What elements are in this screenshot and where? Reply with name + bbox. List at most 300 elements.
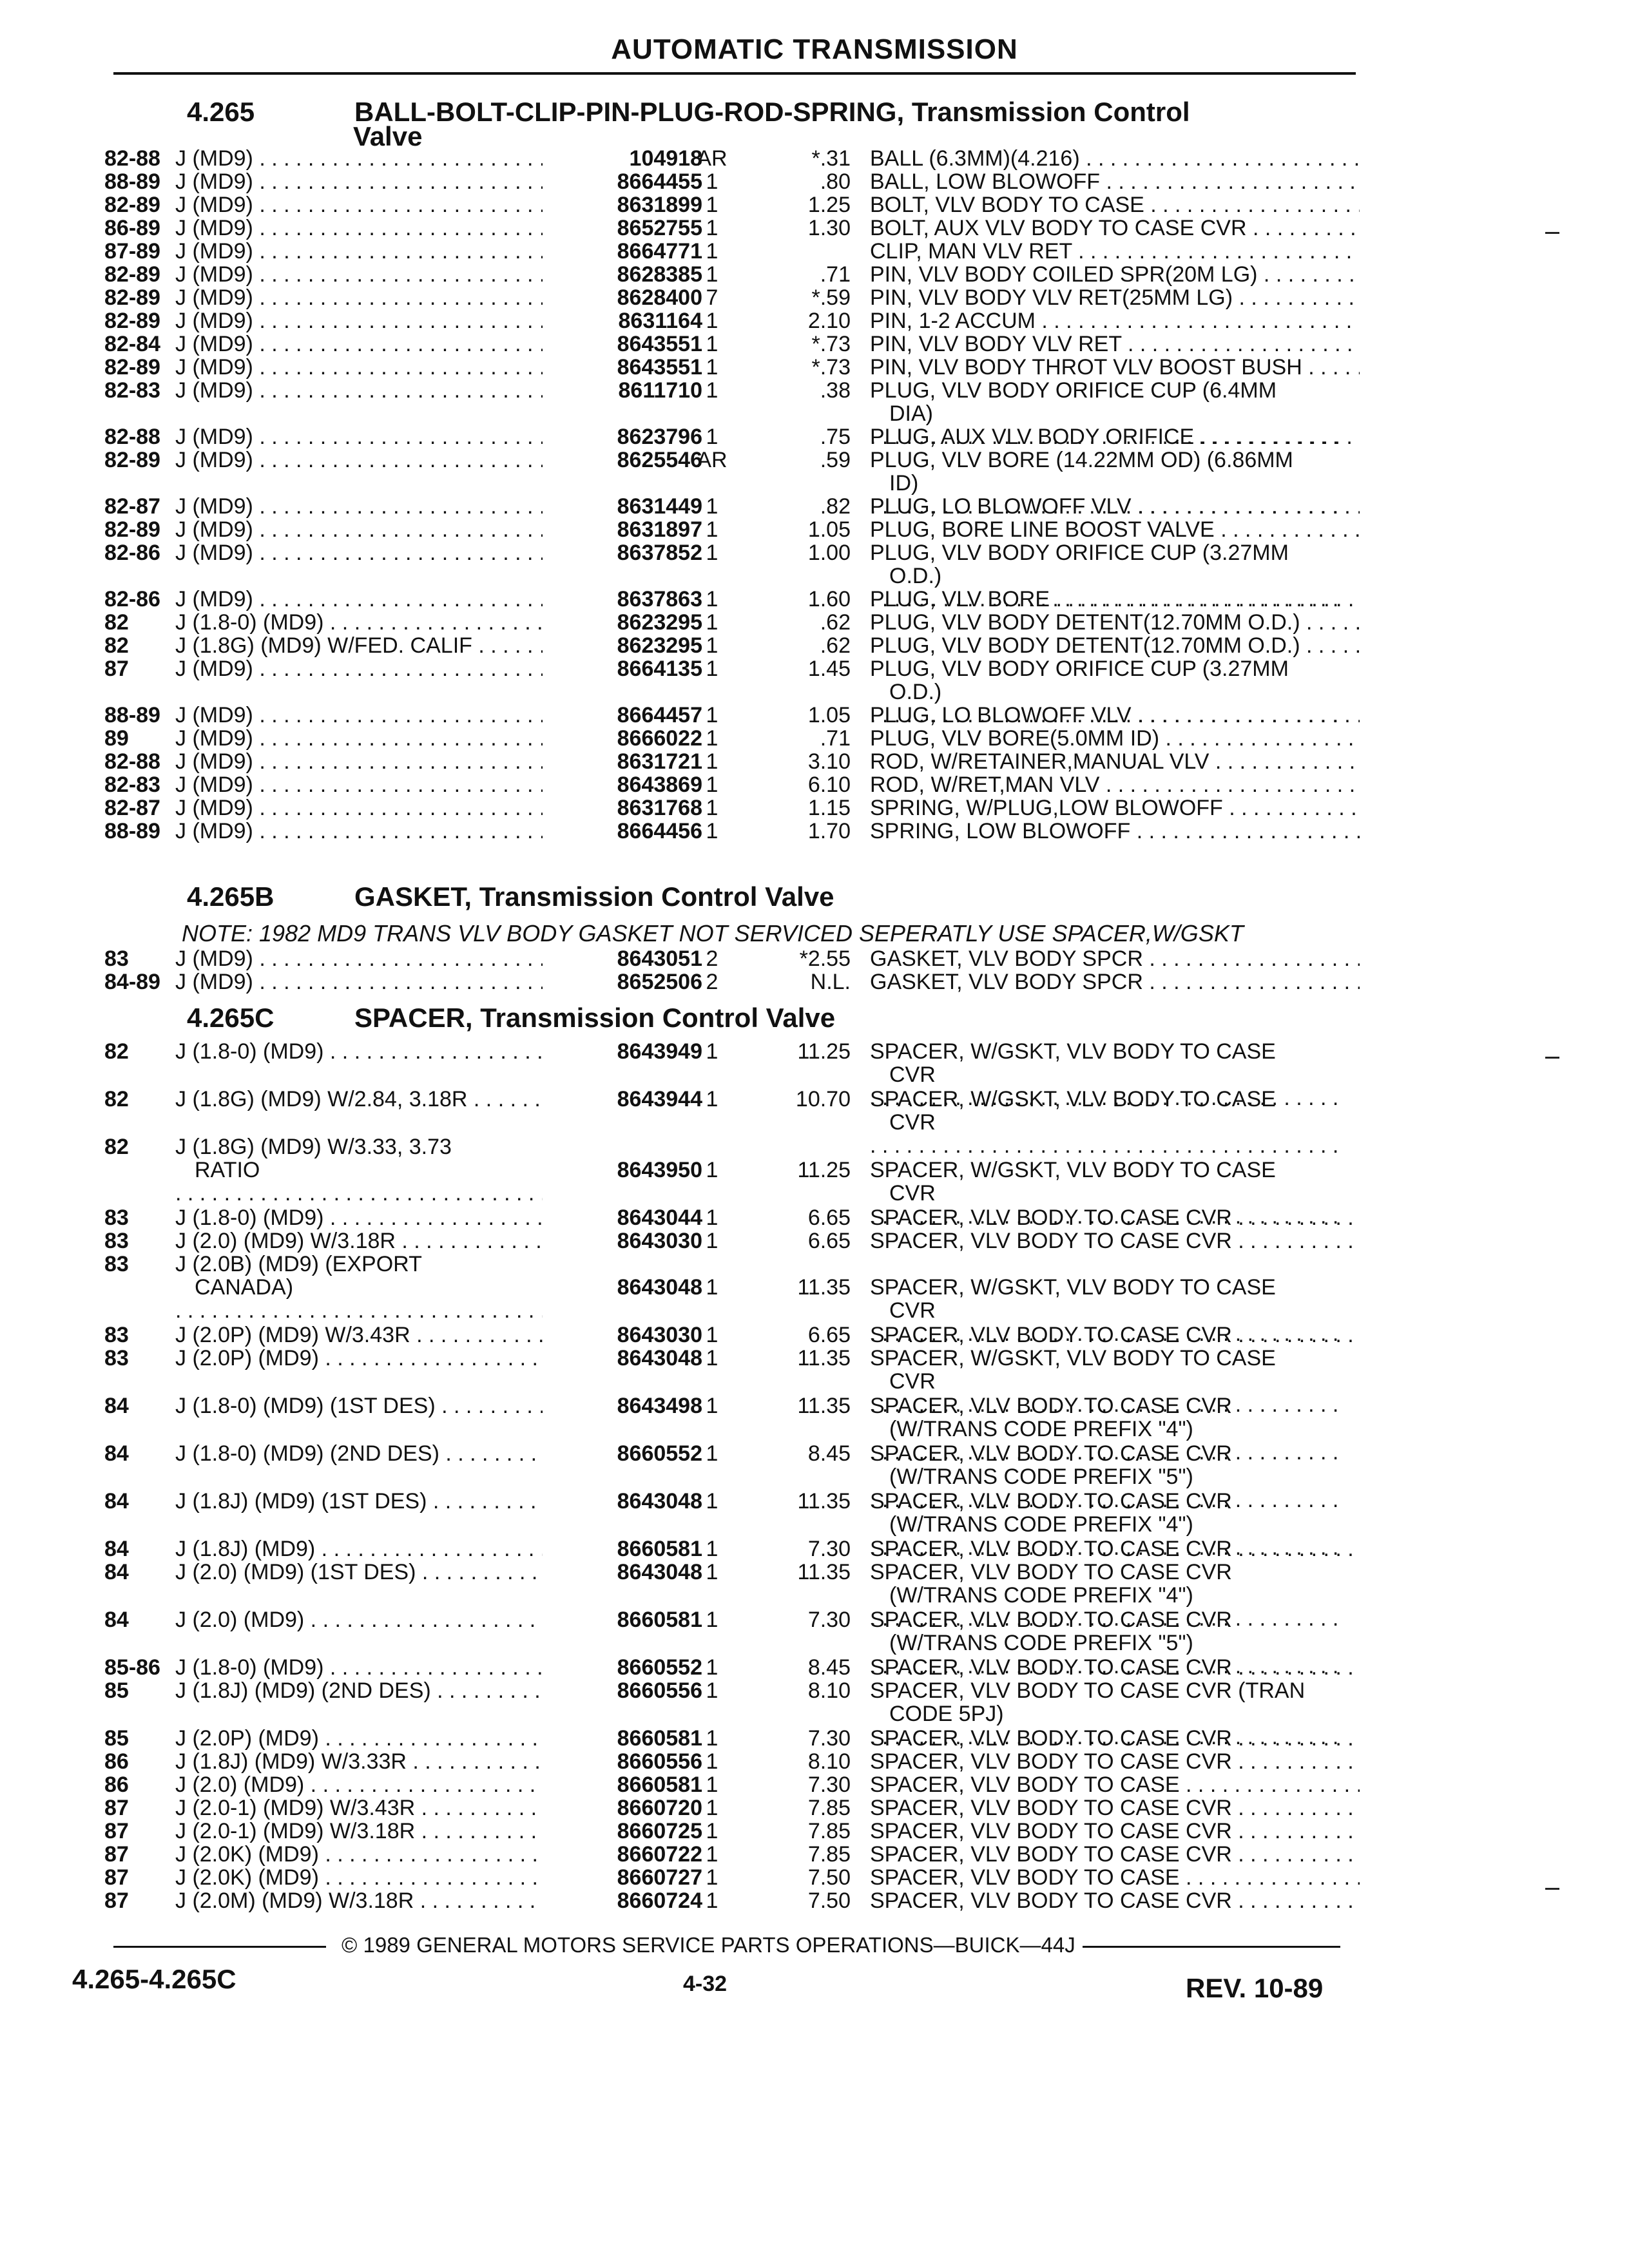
leader-dots xyxy=(1144,193,1360,216)
quantity: 1 xyxy=(706,1796,718,1820)
model-years: 82-83 xyxy=(104,773,160,797)
application xyxy=(175,1561,543,1584)
part-description xyxy=(870,518,1360,541)
application xyxy=(175,1253,543,1322)
part-number: 8631164 xyxy=(618,309,702,333)
application xyxy=(175,1088,543,1111)
model-years: 82-84 xyxy=(104,332,160,356)
quantity: 1 xyxy=(706,193,718,217)
leader-dots xyxy=(1159,727,1360,750)
price: 1.15 xyxy=(807,796,851,820)
application-text: J (MD9) xyxy=(175,425,253,448)
price: 7.30 xyxy=(807,1608,851,1632)
description-text: SPACER, VLV BODY TO CASE CVR xyxy=(870,1608,1232,1632)
footer-page-number: 4-32 xyxy=(683,1972,728,1996)
quantity: 1 xyxy=(706,1039,718,1064)
leader-dots xyxy=(253,970,543,994)
leader-dots xyxy=(1122,332,1360,356)
description-text: PLUG, BORE LINE BOOST VALVE xyxy=(870,518,1215,541)
application xyxy=(175,193,543,216)
price: 10.70 xyxy=(795,1087,851,1111)
application-text: J (MD9) xyxy=(175,947,253,970)
part-description xyxy=(870,704,1360,727)
part-number: 8652755 xyxy=(617,216,702,240)
leader-dots xyxy=(1036,309,1360,332)
model-years: 83 xyxy=(104,1346,129,1370)
description-text: SPACER, VLV BODY TO CASE CVR xyxy=(870,1394,1232,1418)
model-years: 87 xyxy=(104,1865,129,1890)
part-description xyxy=(870,1537,1360,1561)
application-text: J (MD9) xyxy=(175,518,253,541)
leader-dots xyxy=(253,286,543,309)
leader-dots xyxy=(396,1229,543,1253)
part-number: 8643030 xyxy=(617,1229,702,1253)
description-text-cont: (W/TRANS CODE PREFIX "4") xyxy=(889,1512,1193,1537)
part-description xyxy=(870,1750,1360,1773)
application-text: J (2.0P) (MD9) W/3.43R xyxy=(175,1323,410,1347)
leader-dots xyxy=(410,1323,543,1347)
part-description xyxy=(870,1088,1360,1157)
part-description xyxy=(870,1773,1360,1796)
part-number: 8660581 xyxy=(617,1726,702,1751)
part-number: 8664457 xyxy=(617,703,702,727)
price: 11.25 xyxy=(797,1039,851,1064)
part-description xyxy=(870,495,1360,518)
section-title: SPACER, Transmission Control Valve xyxy=(354,1003,836,1033)
part-number: 8611710 xyxy=(618,378,702,403)
quantity: 1 xyxy=(706,1206,718,1230)
application-text: J (2.0M) (MD9) W/3.18R xyxy=(175,1889,414,1912)
price: *.73 xyxy=(811,355,851,380)
leader-dots xyxy=(253,448,543,472)
application-text: J (2.0K) (MD9) xyxy=(175,1866,319,1889)
quantity: 1 xyxy=(706,1888,718,1913)
price: .71 xyxy=(820,262,851,287)
leader-dots xyxy=(416,1561,543,1584)
part-description xyxy=(870,750,1360,773)
leader-dots xyxy=(1300,611,1360,634)
leader-dots xyxy=(253,425,543,448)
part-description xyxy=(870,727,1360,750)
description-text: PLUG, VLV BORE(5.0MM ID) xyxy=(870,727,1160,750)
description-text-cont: O.D.) xyxy=(889,564,942,588)
model-years: 87 xyxy=(104,1796,129,1820)
leader-dots xyxy=(319,1843,543,1866)
part-number: 8660581 xyxy=(617,1537,702,1561)
leader-dots xyxy=(253,263,543,286)
section-note: NOTE: 1982 MD9 TRANS VLV BODY GASKET NOT SERVICED SEPERATLY USE SPACER,W/GSKT xyxy=(182,920,1244,947)
application xyxy=(175,1347,543,1370)
model-years: 82-89 xyxy=(104,193,160,217)
application xyxy=(175,1866,543,1889)
quantity: 1 xyxy=(706,1087,718,1111)
model-years: 82-89 xyxy=(104,355,160,380)
application-text: J (1.8-0) (MD9) (1ST DES) xyxy=(175,1394,436,1418)
description-text: SPACER, VLV BODY TO CASE CVR xyxy=(870,1229,1232,1253)
leader-dots xyxy=(1223,796,1360,820)
quantity: 1 xyxy=(706,1394,718,1418)
part-description xyxy=(870,170,1360,193)
description-text-cont: ID) xyxy=(889,471,919,495)
description-text: SPRING, LOW BLOWOFF xyxy=(870,820,1131,843)
model-years: 83 xyxy=(104,1206,129,1230)
application xyxy=(175,170,543,193)
leader-dots xyxy=(253,332,543,356)
description-text-cont: (W/TRANS CODE PREFIX "5") xyxy=(889,1465,1193,1489)
leader-dots xyxy=(253,796,543,820)
model-years: 86 xyxy=(104,1749,129,1774)
part-number: 8643869 xyxy=(617,773,702,797)
leader-dots xyxy=(1232,1656,1360,1679)
application-text: J (2.0) (MD9) W/3.18R xyxy=(175,1229,396,1253)
leader-dots xyxy=(175,1181,543,1205)
quantity: 1 xyxy=(706,1275,718,1300)
part-number: 8643498 xyxy=(617,1394,702,1418)
application-text: J (MD9) xyxy=(175,263,253,286)
model-years: 82 xyxy=(104,633,129,658)
model-years: 84 xyxy=(104,1489,129,1514)
price: 11.35 xyxy=(797,1346,851,1370)
description-text-cont: CVR xyxy=(889,1369,936,1394)
description-text: PIN, VLV BODY THROT VLV BOOST BUSH xyxy=(870,356,1302,379)
part-description xyxy=(870,240,1360,263)
application xyxy=(175,1394,543,1418)
application xyxy=(175,495,543,518)
leader-dots xyxy=(323,1206,543,1229)
price: 6.65 xyxy=(807,1206,851,1230)
footer-rule-right xyxy=(1083,1946,1340,1948)
section-code: 4.265C xyxy=(187,1003,275,1033)
application xyxy=(175,1656,543,1679)
price: 6.65 xyxy=(807,1229,851,1253)
model-years: 84 xyxy=(104,1537,129,1561)
description-text-cont: CVR xyxy=(889,1062,936,1087)
description-text: BALL (6.3MM)(4.216) xyxy=(870,147,1080,170)
quantity: AR xyxy=(697,448,728,472)
leader-dots xyxy=(253,947,543,970)
description-text: PLUG, VLV BODY ORIFICE CUP (3.27MM xyxy=(870,541,1289,565)
description-text: SPACER, VLV BODY TO CASE CVR xyxy=(870,1889,1232,1912)
part-description xyxy=(870,1820,1360,1843)
price: 8.45 xyxy=(807,1655,851,1680)
application xyxy=(175,947,543,970)
quantity: 7 xyxy=(706,285,718,310)
application xyxy=(175,518,543,541)
part-description xyxy=(870,796,1360,820)
description-text-cont: (W/TRANS CODE PREFIX "4") xyxy=(889,1417,1193,1441)
model-years: 82-86 xyxy=(104,587,160,611)
footer-revision: REV. 10-89 xyxy=(1186,1973,1324,2003)
part-number: 8660727 xyxy=(617,1865,702,1890)
part-number: 104918 xyxy=(629,146,702,171)
description-text: SPACER, VLV BODY TO CASE CVR xyxy=(870,1820,1232,1843)
description-text-cont: DIA) xyxy=(889,401,933,426)
application-text: J (MD9) xyxy=(175,796,253,820)
price: N.L. xyxy=(810,970,851,994)
quantity: 1 xyxy=(706,1819,718,1843)
price: 1.05 xyxy=(807,517,851,542)
application-text: J (MD9) xyxy=(175,240,253,263)
part-description xyxy=(870,970,1360,994)
model-years: 82-88 xyxy=(104,749,160,774)
application xyxy=(175,750,543,773)
quantity: 1 xyxy=(706,1842,718,1867)
leader-dots xyxy=(253,657,543,680)
application xyxy=(175,1773,543,1796)
price: 6.10 xyxy=(807,773,851,797)
application xyxy=(175,1135,543,1205)
application xyxy=(175,379,543,402)
application-text: J (MD9) xyxy=(175,495,253,518)
leader-dots xyxy=(1232,1750,1360,1773)
part-description xyxy=(870,1796,1360,1820)
description-text: SPACER, VLV BODY TO CASE CVR xyxy=(870,1323,1232,1347)
part-description xyxy=(870,1866,1360,1889)
description-text: SPACER, VLV BODY TO CASE CVR xyxy=(870,1206,1232,1229)
leader-dots xyxy=(414,1889,543,1912)
price: 11.35 xyxy=(797,1560,851,1584)
part-number: 8664135 xyxy=(617,657,702,681)
model-years: 82-83 xyxy=(104,378,160,403)
application xyxy=(175,1843,543,1866)
leader-dots xyxy=(415,1820,543,1843)
part-number: 8664771 xyxy=(617,239,702,264)
part-description xyxy=(870,356,1360,379)
price: 1.00 xyxy=(807,541,851,565)
description-text-cont: CVR xyxy=(889,1298,936,1323)
model-years: 87-89 xyxy=(104,239,160,264)
application-text: J (MD9) xyxy=(175,704,253,727)
leader-dots xyxy=(1100,170,1360,193)
leader-dots xyxy=(253,379,543,402)
quantity: 1 xyxy=(706,216,718,240)
application-text: J (MD9) xyxy=(175,541,253,564)
description-text: PLUG, VLV BORE (14.22MM OD) (6.86MM xyxy=(870,448,1293,472)
description-text: GASKET, VLV BODY SPCR xyxy=(870,947,1143,970)
part-number: 8631721 xyxy=(617,749,702,774)
part-number: 8660724 xyxy=(617,1888,702,1913)
leader-dots xyxy=(1209,750,1360,773)
part-description xyxy=(870,773,1360,796)
part-number: 8643048 xyxy=(617,1489,702,1514)
description-text: SPACER, W/GSKT, VLV BODY TO CASE xyxy=(870,1040,1276,1064)
quantity: 1 xyxy=(706,1726,718,1751)
model-years: 83 xyxy=(104,947,129,971)
leader-dots xyxy=(1257,263,1360,286)
price: .82 xyxy=(820,494,851,519)
leader-dots xyxy=(253,773,543,796)
quantity: 1 xyxy=(706,610,718,635)
model-years: 85-86 xyxy=(104,1655,160,1680)
part-number: 8660556 xyxy=(617,1678,702,1703)
price: 7.50 xyxy=(807,1865,851,1890)
application xyxy=(175,1040,543,1063)
description-text: PLUG, VLV BODY DETENT(12.70MM O.D.) xyxy=(870,634,1300,657)
application-text: J (1.8-0) (MD9) xyxy=(175,1206,324,1229)
application-text: J (MD9) xyxy=(175,773,253,796)
leader-dots xyxy=(304,1608,543,1631)
description-text: PIN, VLV BODY VLV RET(25MM LG) xyxy=(870,286,1233,309)
description-text: SPACER, VLV BODY TO CASE CVR xyxy=(870,1796,1232,1820)
part-number: 8643030 xyxy=(617,1323,702,1347)
price: 6.65 xyxy=(807,1323,851,1347)
application xyxy=(175,970,543,994)
price: *.31 xyxy=(811,146,851,171)
description-text: SPACER, W/GSKT, VLV BODY TO CASE xyxy=(870,1347,1276,1370)
price: 7.85 xyxy=(807,1819,851,1843)
price: 3.10 xyxy=(807,749,851,774)
quantity: 1 xyxy=(706,703,718,727)
application xyxy=(175,796,543,820)
price: 11.35 xyxy=(797,1394,851,1418)
part-number: 8637852 xyxy=(617,541,702,565)
leader-dots xyxy=(1132,704,1360,727)
leader-dots xyxy=(253,216,543,240)
quantity: 1 xyxy=(706,541,718,565)
leader-dots xyxy=(467,1088,543,1111)
part-number: 8643950 xyxy=(617,1158,702,1182)
price: 1.70 xyxy=(807,819,851,843)
application xyxy=(175,773,543,796)
part-number: 8643048 xyxy=(617,1275,702,1300)
part-number: 8652506 xyxy=(617,970,702,994)
leader-dots xyxy=(427,1490,543,1513)
application-text: J (MD9) xyxy=(175,448,253,472)
description-text: SPACER, VLV BODY TO CASE CVR (TRAN xyxy=(870,1679,1306,1703)
description-text: SPACER, W/GSKT, VLV BODY TO CASE xyxy=(870,1158,1276,1182)
application-text: J (MD9) xyxy=(175,356,253,379)
quantity: AR xyxy=(697,146,728,171)
leader-dots xyxy=(323,611,543,634)
price: 7.30 xyxy=(807,1537,851,1561)
description-text: ROD, W/RETAINER,MANUAL VLV xyxy=(870,750,1210,773)
quantity: 1 xyxy=(706,633,718,658)
section-title-continued: Valve xyxy=(353,121,423,151)
leader-dots xyxy=(253,727,543,750)
part-number: 8643048 xyxy=(617,1346,702,1370)
price: .62 xyxy=(820,633,851,658)
description-text: BOLT, VLV BODY TO CASE xyxy=(870,193,1144,216)
model-years: 82-88 xyxy=(104,146,160,171)
description-text: PLUG, LO BLOWOFF VLV xyxy=(870,495,1132,518)
model-years: 88-89 xyxy=(104,703,160,727)
application xyxy=(175,309,543,332)
price: *.73 xyxy=(811,332,851,356)
leader-dots xyxy=(1247,216,1360,240)
part-description xyxy=(870,820,1360,843)
part-description xyxy=(870,1229,1360,1253)
part-description xyxy=(870,634,1360,657)
leader-dots xyxy=(1232,1796,1360,1820)
price: 11.35 xyxy=(797,1489,851,1514)
application-text: J (1.8-0) (MD9) (2ND DES) xyxy=(175,1442,439,1465)
quantity: 1 xyxy=(706,1229,718,1253)
description-text: SPACER, VLV BODY TO CASE CVR xyxy=(870,1727,1232,1750)
application xyxy=(175,1490,543,1513)
description-text: SPACER, VLV BODY TO CASE CVR xyxy=(870,1537,1232,1561)
model-years: 84 xyxy=(104,1560,129,1584)
part-number: 8660725 xyxy=(617,1819,702,1843)
application xyxy=(175,240,543,263)
leader-dots xyxy=(175,1298,543,1322)
leader-dots xyxy=(253,820,543,843)
leader-dots xyxy=(253,170,543,193)
model-years: 82-89 xyxy=(104,285,160,310)
description-text-cont: CODE 5PJ) xyxy=(889,1702,1004,1726)
leader-dots xyxy=(1180,1866,1360,1889)
leader-dots xyxy=(253,518,543,541)
part-description xyxy=(870,425,1360,448)
description-text: PLUG, AUX VLV BODY ORIFICE xyxy=(870,425,1195,448)
application xyxy=(175,1796,543,1820)
application-text: J (MD9) xyxy=(175,193,253,216)
model-years: 82-89 xyxy=(104,309,160,333)
application-text: J (MD9) xyxy=(175,309,253,332)
application-text: J (MD9) xyxy=(175,216,253,240)
leader-dots xyxy=(1215,518,1360,541)
application xyxy=(175,332,543,356)
application-text: J (MD9) xyxy=(175,379,253,402)
application-text: J (2.0) (MD9) xyxy=(175,1773,305,1796)
part-number: 8631897 xyxy=(617,517,702,542)
part-number: 8666022 xyxy=(617,726,702,751)
leader-dots xyxy=(1232,1229,1360,1253)
application-text: J (1.8J) (MD9) (1ST DES) xyxy=(175,1490,427,1513)
page-title: AUTOMATIC TRANSMISSION xyxy=(611,34,1018,65)
model-years: 82-87 xyxy=(104,796,160,820)
quantity: 1 xyxy=(706,309,718,333)
section-title: BALL-BOLT-CLIP-PIN-PLUG-ROD-SPRING, Transmission Control xyxy=(354,97,1190,127)
application-text: J (2.0K) (MD9) xyxy=(175,1843,319,1866)
quantity: 1 xyxy=(706,1489,718,1514)
leader-dots xyxy=(1143,970,1360,994)
price: 1.25 xyxy=(807,193,851,217)
margin-mark xyxy=(1545,232,1559,234)
application xyxy=(175,1442,543,1465)
application-text-cont: RATIO xyxy=(195,1158,260,1182)
part-number: 8660552 xyxy=(617,1441,702,1466)
model-years: 82-86 xyxy=(104,541,160,565)
leader-dots xyxy=(870,1133,1338,1157)
application-text: J (1.8-0) (MD9) xyxy=(175,1656,324,1679)
quantity: 1 xyxy=(706,517,718,542)
model-years: 82 xyxy=(104,1135,129,1159)
description-text: PLUG, VLV BODY DETENT(12.70MM O.D.) xyxy=(870,611,1300,634)
part-description xyxy=(870,309,1360,332)
section-code: 4.265B xyxy=(187,881,275,912)
leader-dots xyxy=(323,1656,543,1679)
quantity: 1 xyxy=(706,332,718,356)
leader-dots xyxy=(1080,147,1360,170)
application xyxy=(175,263,543,286)
part-number: 8625546 xyxy=(617,448,702,472)
application xyxy=(175,727,543,750)
leader-dots xyxy=(253,193,543,216)
part-number: 8631449 xyxy=(617,494,702,519)
quantity: 1 xyxy=(706,262,718,287)
part-number: 8664456 xyxy=(617,819,702,843)
leader-dots xyxy=(304,1773,543,1796)
quantity: 1 xyxy=(706,657,718,681)
leader-dots xyxy=(253,750,543,773)
part-description xyxy=(870,193,1360,216)
model-years: 85 xyxy=(104,1726,129,1751)
model-years: 89 xyxy=(104,726,129,751)
price: *2.55 xyxy=(799,947,851,971)
application-text: J (1.8G) (MD9) W/FED. CALIF xyxy=(175,634,472,657)
leader-dots xyxy=(1194,425,1360,448)
part-number: 8643551 xyxy=(617,355,702,380)
